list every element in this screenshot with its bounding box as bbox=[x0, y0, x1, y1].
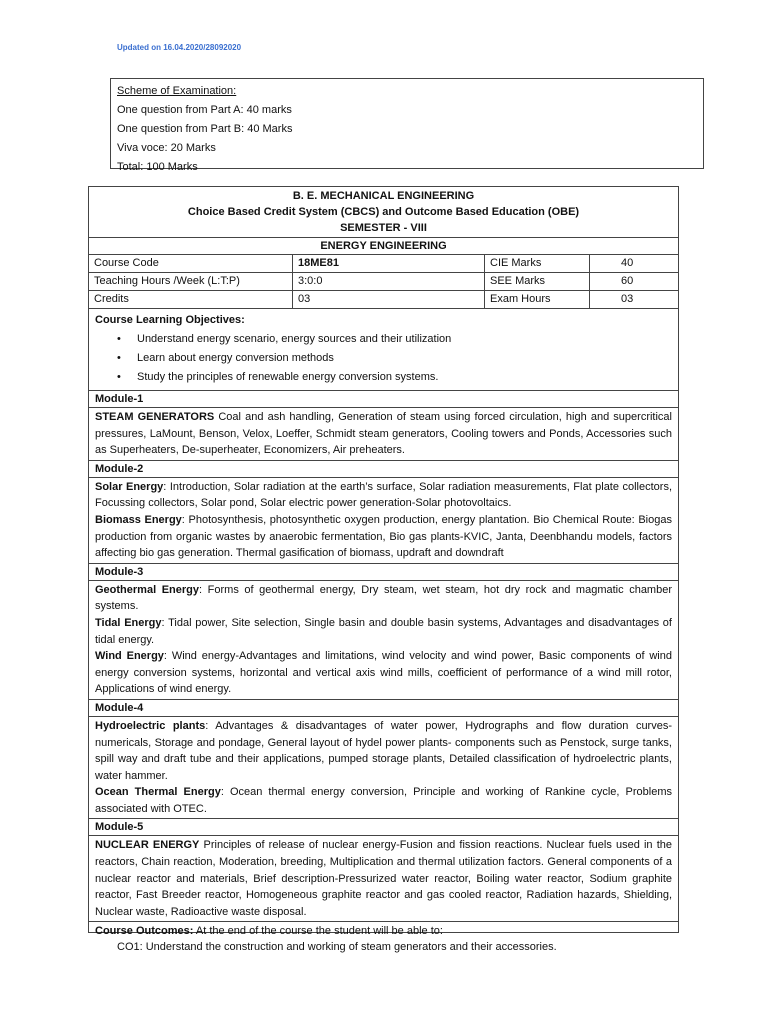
module-content bbox=[89, 836, 678, 922]
topic-separator: : bbox=[161, 616, 169, 629]
module-title: Module-4 bbox=[89, 700, 678, 717]
topic-term: Wind Energy bbox=[95, 650, 164, 663]
topic-term: NUCLEAR ENERGY bbox=[95, 839, 200, 852]
details-label: SEE Marks bbox=[485, 273, 590, 290]
syllabus-table bbox=[88, 186, 679, 954]
topic-term: Tidal Energy bbox=[95, 616, 162, 629]
topic-separator: : bbox=[205, 719, 216, 732]
module-title: Module-3 bbox=[89, 564, 678, 581]
topic-term: Geothermal Energy bbox=[95, 583, 200, 596]
topic-separator: : bbox=[163, 650, 172, 663]
topic-text: Principles of release of nuclear energy-Fusion and fission reactions. Nuclear fuels used in the reactors, Chain reaction, Moderation, breeding, Multiplication and thermal utilization factors. General components of a nuclear reactor and materials, Brief description-Pressurized water reactor, Boiling water reactor, Sodium graphite reactor, Fast Breeder reactor, Homogeneous graphite reactor and gas cooled reactor, Radiation hazards, Shielding, Nuclear waste, Radioactive waste disposal. bbox=[95, 839, 672, 918]
syllabus-header bbox=[89, 187, 678, 238]
module-paragraph bbox=[95, 479, 672, 512]
module-title: Module-1 bbox=[89, 391, 678, 408]
topic-text: Advantages & disadvantages of water power, Hydrographs and flow duration curves-numericals, Storage and pondage, General layout of hydel power plants- components such as Penstock, surge tanks, spill way and draft tube and their applications, pumped storage plants, Detailed classification of hydroelectric plants, water hammer. bbox=[95, 719, 673, 782]
module-content bbox=[89, 408, 678, 461]
topic-separator: : bbox=[163, 480, 170, 493]
topic-text: Tidal power, Site selection, Single basin and double basin systems, Advantages and disadvantages of tidal energy. bbox=[95, 616, 672, 646]
scheme-line: Viva voce: 20 Marks bbox=[117, 142, 216, 154]
details-row bbox=[89, 291, 678, 309]
objective-item: • Learn about energy conversion methods bbox=[117, 349, 672, 368]
program-title: B. E. MECHANICAL ENGINEERING bbox=[292, 190, 475, 202]
topic-term: STEAM GENERATORS bbox=[95, 411, 215, 423]
topic-text: Wind energy-Advantages and limitations, wind velocity and wind power, Basic components of wind energy conversion systems, horizontal and vertical axis wind mills, coefficient of performance of a wind mill rotor, Applications of wind energy. bbox=[95, 650, 672, 696]
details-value: 60 bbox=[621, 275, 634, 287]
outcome-item: CO1: Understand the construction and working of steam generators and their accessories. bbox=[117, 941, 557, 954]
course-name: ENERGY ENGINEERING bbox=[89, 238, 678, 255]
topic-separator: : bbox=[220, 786, 230, 799]
details-row bbox=[89, 255, 678, 273]
learning-objectives bbox=[89, 309, 678, 391]
module-paragraph bbox=[95, 409, 672, 459]
semester-title: SEMESTER - VIII bbox=[340, 222, 427, 234]
scheme-line: Total: 100 Marks bbox=[117, 161, 198, 173]
details-value: 3:0:0 bbox=[293, 273, 485, 290]
details-value: 18ME81 bbox=[293, 255, 485, 272]
details-label: CIE Marks bbox=[485, 255, 590, 272]
objective-item: • Study the principles of renewable energy conversion systems. bbox=[117, 368, 672, 387]
module-title: Module-2 bbox=[89, 461, 678, 478]
details-label: Credits bbox=[89, 291, 293, 308]
details-label: Course Code bbox=[89, 255, 293, 272]
module-paragraph bbox=[95, 837, 672, 920]
module-paragraph bbox=[95, 784, 672, 817]
details-value: 03 bbox=[621, 293, 634, 305]
module-content bbox=[89, 478, 678, 564]
course-outcomes bbox=[89, 922, 678, 956]
topic-separator: : bbox=[181, 513, 189, 526]
module-paragraph bbox=[95, 718, 672, 784]
module-paragraph bbox=[95, 582, 672, 615]
topic-separator: : bbox=[199, 583, 208, 596]
scheme-line: One question from Part A: 40 marks bbox=[117, 104, 292, 116]
objective-item: • Understand energy scenario, energy sources and their utilization bbox=[117, 330, 672, 349]
module-paragraph bbox=[95, 512, 672, 562]
outcomes-heading: Course Outcomes: bbox=[95, 925, 194, 938]
module-paragraph bbox=[95, 615, 672, 648]
objectives-heading: Course Learning Objectives: bbox=[95, 314, 245, 326]
outcomes-intro-line bbox=[95, 923, 672, 939]
details-label: Teaching Hours /Week (L:T:P) bbox=[89, 273, 293, 290]
outcomes-intro: At the end of the course the student will be able to: bbox=[193, 925, 443, 938]
system-title: Choice Based Credit System (CBCS) and Outcome Based Education (OBE) bbox=[187, 206, 580, 218]
details-row bbox=[89, 273, 678, 291]
topic-text: Ocean thermal energy conversion, Principle and working of Rankine cycle, Problems associated with OTEC. bbox=[95, 786, 672, 815]
scheme-of-examination-box bbox=[110, 78, 704, 173]
module-content bbox=[89, 581, 678, 700]
topic-term: Ocean Thermal Energy bbox=[95, 786, 221, 799]
details-label: Exam Hours bbox=[485, 291, 590, 308]
objectives-list bbox=[95, 330, 672, 387]
updated-note: Updated on 16.04.2020/28092020 bbox=[117, 43, 242, 52]
topic-text: Introduction, Solar radiation at the earth’s surface, Solar radiation measurements, Flat plate collectors, Focussing collectors, Solar pond, Solar electric power generation-Solar photovoltaics. bbox=[95, 480, 672, 510]
module-title: Module-5 bbox=[89, 819, 678, 836]
topic-text: Forms of geothermal energy, Dry steam, wet steam, hot dry rock and magmatic chamber systems. bbox=[95, 583, 672, 613]
details-value: 03 bbox=[293, 291, 485, 308]
module-paragraph bbox=[95, 648, 672, 698]
scheme-line: One question from Part B: 40 Marks bbox=[117, 123, 293, 135]
topic-text: Coal and ash handling, Generation of steam using forced circulation, high and supercritical pressures, LaMount, Benson, Velox, Loeffer, Schmidt steam generators, Cooling towers and Ponds, Accessories such as Superheaters, De-superheater, Economizers, Air preheaters. bbox=[95, 411, 672, 457]
topic-text: Photosynthesis, photosynthetic oxygen production, energy plantation. Bio Chemical Route: Biogas production from organic wastes by anaerobic fermentation, Bio gas plants-KVIC, Janta, Deenbhandu models, factors affecting bio gas generation. Thermal gasification of biomass, updraft and downdraft bbox=[95, 513, 672, 560]
module-content bbox=[89, 717, 678, 820]
scheme-heading: Scheme of Examination: bbox=[117, 85, 237, 97]
details-value: 40 bbox=[621, 257, 634, 269]
topic-term: Biomass Energy bbox=[95, 513, 182, 526]
topic-term: Solar Energy bbox=[95, 480, 164, 493]
topic-term: Hydroelectric plants bbox=[95, 719, 206, 732]
